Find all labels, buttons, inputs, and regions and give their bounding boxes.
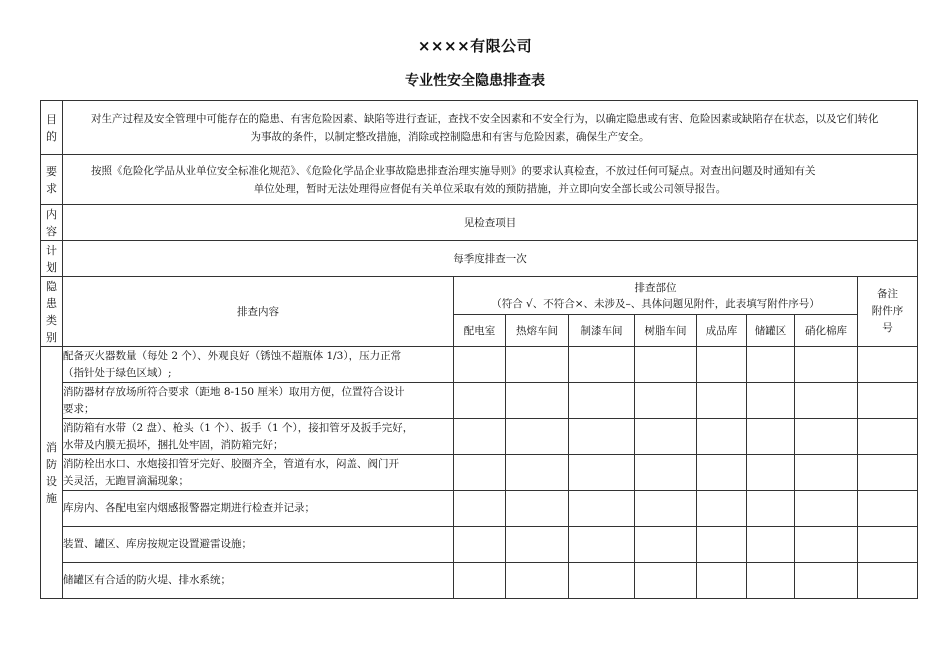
check-cell[interactable]	[697, 563, 747, 599]
content-row	[41, 205, 918, 241]
check-cell[interactable]	[795, 491, 858, 527]
location-col: 配电室	[454, 315, 506, 347]
check-cell[interactable]	[635, 455, 697, 491]
purpose-row	[41, 101, 918, 155]
document-title: 专业性安全隐患排查表	[405, 73, 545, 89]
location-header: 排查部位 （符合 √、不符合×、未涉及–、具体问题见附件，此表填写附件序号）	[454, 277, 858, 315]
category-header: 隐 患 类 别	[41, 277, 63, 347]
table-row	[41, 347, 918, 383]
remarks-cell[interactable]	[858, 419, 918, 455]
check-cell[interactable]	[506, 419, 569, 455]
check-item: 储罐区有合适的防火堤、排水系统；	[63, 563, 454, 599]
check-cell[interactable]	[747, 491, 795, 527]
check-cell[interactable]	[454, 347, 506, 383]
plan-label: 计 划	[41, 241, 63, 277]
check-cell[interactable]	[747, 347, 795, 383]
content-text: 见检查项目	[63, 205, 918, 241]
check-cell[interactable]	[454, 491, 506, 527]
check-cell[interactable]	[569, 527, 635, 563]
remarks-cell[interactable]	[858, 383, 918, 419]
content-header: 排查内容	[63, 277, 454, 347]
check-cell[interactable]	[795, 347, 858, 383]
table-row	[41, 383, 918, 419]
check-item: 库房内、各配电室内烟感报警器定期进行检查并记录；	[63, 491, 454, 527]
check-cell[interactable]	[506, 455, 569, 491]
check-item: 消防栓出水口、水炮接扣管牙完好、胶圈齐全，管道有水，闷盖、阀门开 关灵活，无跑冒滴漏现象；	[63, 455, 454, 491]
company-name: ××××有限公司	[417, 37, 533, 55]
check-cell[interactable]	[635, 491, 697, 527]
content-label: 内 容	[41, 205, 63, 241]
location-col: 热熔车间	[506, 315, 569, 347]
check-cell[interactable]	[454, 455, 506, 491]
check-cell[interactable]	[795, 527, 858, 563]
check-cell[interactable]	[569, 455, 635, 491]
location-col: 树脂车间	[635, 315, 697, 347]
check-cell[interactable]	[795, 563, 858, 599]
check-cell[interactable]	[454, 527, 506, 563]
check-cell[interactable]	[454, 383, 506, 419]
check-cell[interactable]	[697, 455, 747, 491]
check-cell[interactable]	[506, 563, 569, 599]
check-cell[interactable]	[747, 455, 795, 491]
purpose-text: 对生产过程及安全管理中可能存在的隐患、有害危险因素、缺陷等进行查证，查找不安全因素和不安全行为，以确定隐患或有害、危险因素或缺陷存在状态，以及它们转化 为事故的条件，以制定整改措施，消除或控制隐患和有害与危险因素，确保生产安全。	[63, 101, 918, 155]
remarks-cell[interactable]	[858, 491, 918, 527]
check-cell[interactable]	[569, 383, 635, 419]
check-item: 消防器材存放场所符合要求（距地 8-150 厘米）取用方便，位置符合设计 要求；	[63, 383, 454, 419]
check-cell[interactable]	[635, 419, 697, 455]
table-row	[41, 563, 918, 599]
category-fire-facilities: 消 防 设 施	[41, 347, 63, 599]
check-cell[interactable]	[454, 563, 506, 599]
requirement-label: 要 求	[41, 155, 63, 205]
remarks-header: 备注 附件序 号	[858, 277, 918, 347]
check-cell[interactable]	[747, 527, 795, 563]
check-cell[interactable]	[795, 383, 858, 419]
check-cell[interactable]	[697, 527, 747, 563]
check-cell[interactable]	[454, 419, 506, 455]
location-col: 硝化棉库	[795, 315, 858, 347]
remarks-cell[interactable]	[858, 455, 918, 491]
check-cell[interactable]	[747, 563, 795, 599]
check-cell[interactable]	[569, 563, 635, 599]
requirement-text: 按照《危险化学品从业单位安全标准化规范》、《危险化学品企业事故隐患排查治理实施导则》的要求认真检查，不放过任何可疑点。对查出问题及时通知有关 单位处理，暂时无法处理得应督促有关单位采取有效的预防措施，并立即向安全部长或公司领导报告。	[63, 155, 918, 205]
check-cell[interactable]	[569, 491, 635, 527]
check-cell[interactable]	[697, 419, 747, 455]
location-col: 储罐区	[747, 315, 795, 347]
check-cell[interactable]	[635, 347, 697, 383]
check-cell[interactable]	[506, 383, 569, 419]
plan-text: 每季度排查一次	[63, 241, 918, 277]
check-cell[interactable]	[747, 419, 795, 455]
check-cell[interactable]	[635, 527, 697, 563]
check-cell[interactable]	[569, 347, 635, 383]
check-item: 装置、罐区、库房按规定设置避雷设施；	[63, 527, 454, 563]
check-cell[interactable]	[697, 491, 747, 527]
requirement-row	[41, 155, 918, 205]
check-cell[interactable]	[697, 383, 747, 419]
check-cell[interactable]	[697, 347, 747, 383]
location-col: 制漆车间	[569, 315, 635, 347]
table-row	[41, 419, 918, 455]
check-cell[interactable]	[795, 455, 858, 491]
header-row-1	[41, 277, 918, 315]
check-item: 消防箱有水带（2 盘）、枪头（1 个）、扳手（1 个），接扣管牙及扳手完好， 水带及内膜无损坏，捆扎处牢固，消防箱完好；	[63, 419, 454, 455]
table-row	[41, 527, 918, 563]
check-cell[interactable]	[795, 419, 858, 455]
remarks-cell[interactable]	[858, 527, 918, 563]
check-cell[interactable]	[635, 563, 697, 599]
table-row	[41, 455, 918, 491]
check-cell[interactable]	[506, 527, 569, 563]
check-cell[interactable]	[635, 383, 697, 419]
check-cell[interactable]	[569, 419, 635, 455]
check-cell[interactable]	[747, 383, 795, 419]
location-col: 成品库	[697, 315, 747, 347]
remarks-cell[interactable]	[858, 563, 918, 599]
check-cell[interactable]	[506, 347, 569, 383]
table-row	[41, 491, 918, 527]
check-cell[interactable]	[506, 491, 569, 527]
remarks-cell[interactable]	[858, 347, 918, 383]
plan-row	[41, 241, 918, 277]
check-item: 配备灭火器数量（每处 2 个）、外观良好（锈蚀不超瓶体 1/3），压力正常 （指针处于绿色区域）;	[63, 347, 454, 383]
purpose-label: 目 的	[41, 101, 63, 155]
inspection-table	[40, 100, 918, 599]
